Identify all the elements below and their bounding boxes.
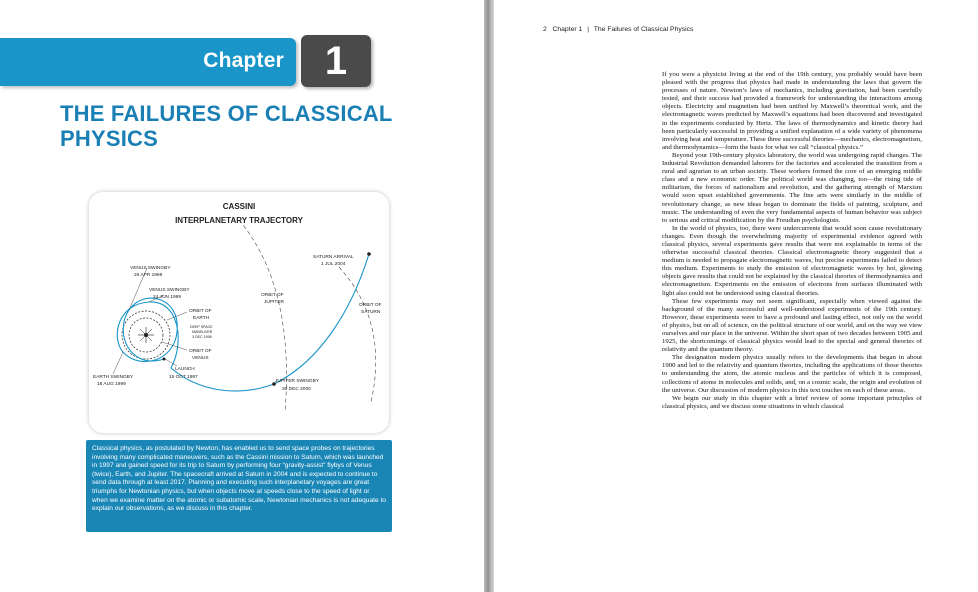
sun-icon [138,327,154,343]
chapter-title: THE FAILURES OF CLASSICAL PHYSICS [60,101,393,151]
launch-label: LAUNCH [175,367,195,372]
venus-orbit-label: ORBIT OF [189,349,212,354]
paragraph: The designation modern physics usually refers to the developments that began in about 1900 and led to the relativity and quantum theories, including the applications of those theories to understanding the atom, the atomic nucleus and the particles of which it is composed, collections of atoms in molecules and solids, and, on a cosmic scale, the origin and evolution of the universe. Our discussion of modern physics in this text touches on each of these areas. [662,354,922,394]
venus-swingby-1-date: 26 APR 1998 [134,273,163,278]
jupiter-orbit-label: ORBIT OF [261,293,284,298]
leader-line [113,352,123,374]
saturn-arrival-label: SATURN ARRIVAL [313,255,354,260]
maneuver-label: DEEP SPACE [190,325,213,329]
venus-swingby-2-date: 24 JUN 1999 [153,295,181,300]
jupiter-swingby-label: JUPITER SWINGBY [275,379,319,384]
saturn-orbit-label-2: SATURN [361,310,381,315]
earth-orbit-label: ORBIT OF [189,309,212,314]
left-page [0,0,484,592]
chapter-label: Chapter [203,49,284,72]
venus-swingby-1-label: VENUS SWINGBY [130,266,171,271]
saturn-arrival-point [367,252,371,256]
figure-caption: Classical physics, as postulated by Newton, has enabled us to send space probes on trajectories involving many complicated maneuvers, such as the Cassini mission to Saturn, which was launched in 1997 and gained speed for its trip to Saturn by performing four “gravity-assist” flybys of Venus (twice), Earth, and Jupiter. The spacecraft arrived at Saturn in 2004 and is expected to continue to send data through at least 2017. Planning and executing such interplanetary voyages are great triumphs for Newtonian physics, but when objects move at speeds close to the speed of light or when we examine matter on the atomic or subatomic scale, Newtonian mechanics is not adequate to explain our observations, as we discuss in this chapter. [86,440,392,532]
saturn-arrival-date: 1 JUL 2004 [321,262,346,267]
paragraph: If you were a physicist living at the end of the 19th century, you probably would have been pleased with the progress that physics had made in understanding the laws that govern the processes of nature. Newton’s laws of mechanics, including gravitation, had been carefully tested, and their success had provided a framework for understanding the interactions among objects. Electricity and magnetism had been unified by Maxwell’s theoretical work, and the electromagnetic waves predicted by Maxwell’s equations had been discovered and investigated in the experiments conducted by Hertz. The laws of thermodynamics and kinetic theory had been particularly successful in providing a unified explanation of a wide variety of phenomena involving heat and temperature. These three successful theories—mechanics, electromagnetism, and thermodynamics—form the basis for what we call “classical physics.” [662,71,922,151]
leader-line [165,359,177,366]
paragraph: In the world of physics, too, there were undercurrents that would soon cause revolutionary changes. Even though the overwhelming majority of experimental evidence agreed with classical physics, several experiments gave results that were not explainable in terms of the otherwise successful classical theories. Classical electromagnetic theory suggested that a medium is needed to propagate electromagnetic waves, but precise experiments failed to detect this medium. Experiments to study the emission of electromagnetic waves by hot, glowing objects gave results that could not be explained by the classical theories of thermodynamics and electromagnetism. Experiments on the emission of electrons from surfaces illuminated with light also could not be understood using classical theories. [662,224,922,297]
running-head [543,26,693,33]
page-number: 2 [543,26,547,33]
body-text [662,71,922,411]
book-spine [484,0,494,592]
earth-swingby-label: EARTH SWINGBY [93,375,134,380]
paragraph: Beyond your 19th-century physics laboratory, the world was undergoing rapid changes. The Industrial Revolution demanded laborers for the factories and accelerated the transition from a rural and agrarian to an urban society. These workers formed the core of an emerging middle class and a new economic order. The political world was changing, too—the rising tide of militarism, the forces of nationalism and revolution, and the gathering strength of Marxism would soon upset established governments. The fine arts were similarly in the middle of revolutionary change, as new ideas began to dominate the fields of painting, sculpture, and music. The understanding of even the very fundamental aspects of human behavior was subject to serious and critical modification by the Freudian psychologists. [662,151,922,224]
cassini-trajectory-figure [89,192,389,433]
chapter-number: 1 [301,35,371,87]
paragraph: We begin our study in this chapter with a brief review of some important principles of classical physics, and we discuss some situations in which classical [662,394,922,410]
running-head-chapter: Chapter 1 [552,26,583,33]
running-head-separator: | [587,26,589,33]
figure-title-line2: INTERPLANETARY TRAJECTORY [175,216,303,225]
venus-orbit-label-2: VENUS [192,356,209,361]
launch-date: 15 OCT 1997 [169,375,198,380]
saturn-orbit-label: ORBIT OF [359,303,382,308]
jupiter-orbit-label-2: JUPITER [264,300,284,305]
earth-orbit-label-2: EARTH [193,316,210,321]
jupiter-swingby-date: 30 DEC 2000 [282,387,311,392]
earth-swingby-date: 18 AUG 1999 [97,382,126,387]
venus-swingby-2-label: VENUS SWINGBY [149,288,190,293]
chapter-banner [0,38,296,86]
maneuver-label-2: MANEUVER [192,330,213,334]
maneuver-date: 3 DEC 1998 [192,335,212,339]
saturn-orbit-arc [339,267,376,402]
figure-title-line1: CASSINI [222,202,256,211]
paragraph: These few experiments may not seem significant, especially when viewed against the background of the many successful and well-understood experiments of the 19th century. However, these experiments were to have a profound and lasting effect, not only on the world of physics, but on all of science, on the political structure of our world, and on the way we view ourselves and our place in the universe. Within the short span of two decades between 1905 and 1925, the shortcomings of classical physics would lead to the special and general theories of relativity and the quantum theory. [662,297,922,354]
running-head-title: The Failures of Classical Physics [593,26,694,33]
trajectory-diagram [89,192,389,433]
